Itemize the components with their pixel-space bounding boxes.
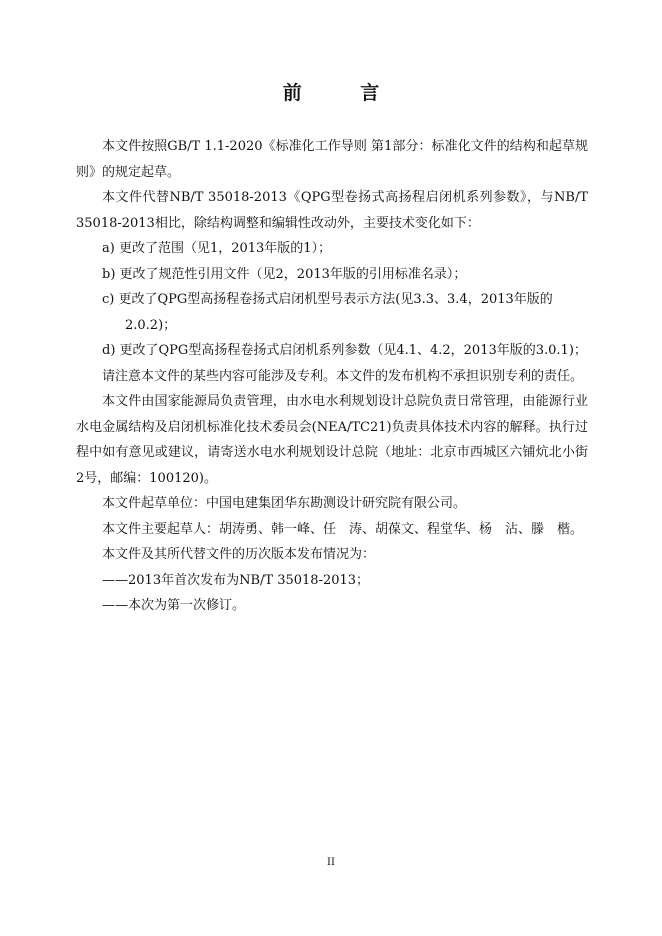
page-number: II: [327, 857, 335, 868]
paragraph-drafting-rules: 本文件按照GB/T 1.1-2020《标准化工作导则 第1部分：标准化文件的结构和起草规则》的规定起草。: [76, 139, 588, 180]
paragraph-drafting-unit: 本文件起草单位：中国电建集团华东勘测设计研究院有限公司。: [102, 496, 467, 511]
history-item-first: ——2013年首次发布为NB/T 35018-2013；: [102, 572, 370, 588]
change-item-d: d) 更改了QPG型高扬程卷扬式启闭机系列参数（见4.1、4.2，2013年版的3.0.1)；: [102, 343, 587, 358]
change-item-c: [76, 287, 588, 338]
history-item-current: ——本次为第一次修订。: [102, 598, 246, 613]
change-item-c-line1: c) 更改了QPG型高扬程卷扬式启闭机型号表示方法(见3.3、3.4，2013年版的: [102, 292, 553, 307]
change-item-a: a) 更改了范围（见1，2013年版的1）；: [102, 241, 332, 256]
paragraph-patent-notice: 请注意本文件的某些内容可能涉及专利。本文件的发布机构不承担识别专利的责任。: [102, 368, 584, 384]
foreword-body: [76, 134, 588, 619]
paragraph-history: 本文件及其所代替文件的历次版本发布情况为：: [102, 547, 376, 562]
change-item-c-line2: 2.0.2)；: [125, 317, 177, 333]
change-item-b: b) 更改了规范性引用文件（见2，2013年版的引用标准名录）；: [102, 266, 467, 282]
paragraph-replaces: 本文件代替NB/T 35018-2013《QPG型卷扬式高扬程启闭机系列参数》，与NB/T 35018-2013相比，除结构调整和编辑性改动外，主要技术变化如下：: [76, 190, 588, 231]
page-title: 前 言: [282, 82, 406, 104]
paragraph-management: 本文件由国家能源局负责管理，由水电水利规划设计总院负责日常管理，由能源行业水电金属结构及启闭机标准化技术委员会(NEA/TC21)负责具体技术内容的解释。执行过程中如有意见或建议，请寄送水电水利规划设计总院（地址：北京市西城区六铺炕北小街2号，邮编：100120)。: [76, 394, 588, 486]
paragraph-drafters: 本文件主要起草人：胡涛勇、韩一峰、任 涛、胡葆文、程堂华、杨 沾、滕 楷。: [102, 521, 584, 537]
